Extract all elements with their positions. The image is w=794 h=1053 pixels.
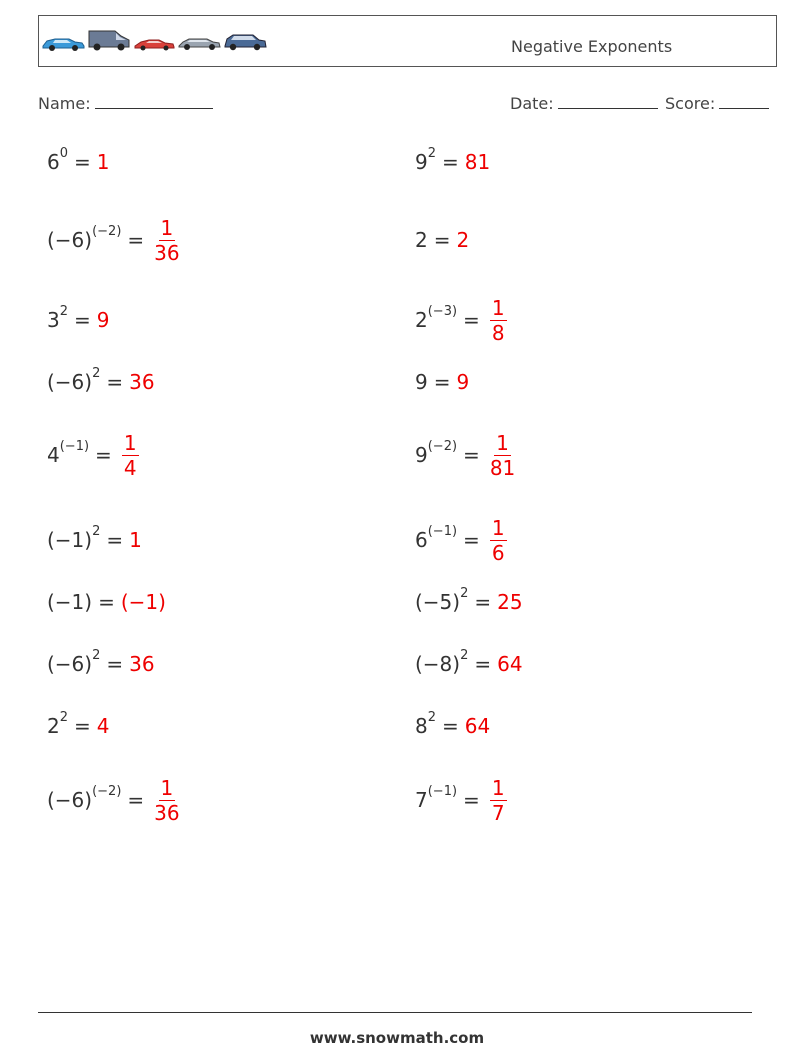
equals-sign: = — [442, 150, 459, 174]
name-label: Name: — [38, 94, 91, 113]
answer-value: 81 — [464, 150, 491, 174]
equals-sign: = — [106, 370, 124, 394]
answer-value: 2 — [456, 228, 470, 252]
problem-right-8 — [415, 647, 523, 678]
problem-right-1 — [415, 145, 491, 176]
problem-base: 9 — [415, 443, 428, 467]
fraction-numerator: 1 — [160, 215, 174, 240]
problem-base: (−1) — [47, 590, 93, 614]
problem-base: 2 — [415, 228, 428, 252]
fraction-denominator: 4 — [123, 455, 137, 480]
problem-base: 7 — [415, 788, 428, 812]
problem-base: 3 — [47, 308, 60, 332]
answer-value: 25 — [497, 590, 523, 614]
problem-left-8 — [47, 647, 155, 678]
problem-base: (−6) — [47, 370, 93, 394]
fraction-numerator: 1 — [496, 430, 509, 455]
car-icon — [177, 34, 221, 52]
score-label: Score: — [665, 94, 716, 113]
problem-exponent: 2 — [460, 585, 469, 601]
problem-right-3 — [415, 295, 507, 345]
problem-exponent: 2 — [427, 709, 437, 725]
problem-left-5 — [47, 430, 139, 480]
problem-base: 2 — [47, 714, 60, 738]
answer-value: 36 — [129, 652, 155, 676]
answer-value: 1 — [129, 528, 142, 552]
problem-base: (−6) — [47, 788, 93, 812]
problem-exponent: 2 — [427, 145, 437, 161]
date-blank — [558, 94, 658, 109]
fraction-denominator: 6 — [491, 540, 505, 565]
problem-base: (−5) — [415, 590, 461, 614]
problem-exponent: 2 — [92, 647, 101, 663]
problem-exponent: (−2) — [92, 223, 122, 239]
problem-exponent: (−2) — [427, 438, 458, 454]
equals-sign: = — [95, 443, 112, 467]
equals-sign: = — [106, 528, 124, 552]
problem-base: (−8) — [415, 652, 461, 676]
problem-base: (−6) — [47, 228, 93, 252]
problem-base: 2 — [415, 308, 428, 332]
problem-base: (−6) — [47, 652, 93, 676]
footer-divider — [38, 1012, 752, 1013]
worksheet-title: Negative Exponents — [511, 37, 673, 56]
car-banner — [41, 28, 267, 52]
suv-icon — [223, 32, 267, 52]
equals-sign: = — [474, 590, 492, 614]
fraction-denominator: 36 — [154, 800, 180, 825]
answer-fraction — [154, 775, 180, 825]
answer-value: 4 — [96, 714, 110, 738]
car-icon — [133, 36, 175, 52]
answer-fraction — [490, 295, 507, 345]
equals-sign: = — [463, 788, 480, 812]
date-label: Date: — [510, 94, 554, 113]
problem-base: 6 — [415, 528, 428, 552]
problem-base: 8 — [415, 714, 428, 738]
fraction-denominator: 7 — [491, 800, 505, 825]
problem-left-10 — [47, 775, 180, 825]
problem-right-7 — [415, 585, 523, 616]
problem-exponent: 0 — [59, 145, 69, 161]
equals-sign: = — [433, 370, 451, 394]
name-field — [38, 94, 213, 113]
problem-right-10 — [415, 775, 507, 825]
equals-sign: = — [74, 714, 91, 738]
header-box — [38, 15, 777, 67]
fraction-denominator: 81 — [489, 455, 516, 480]
problem-base: 4 — [47, 443, 60, 467]
van-icon — [87, 28, 131, 52]
problem-right-5 — [415, 430, 516, 480]
answer-value: 36 — [129, 370, 155, 394]
problem-exponent: (−1) — [427, 523, 458, 539]
answer-fraction — [490, 515, 507, 565]
problem-left-1 — [47, 145, 110, 176]
answer-fraction — [154, 215, 180, 265]
fraction-denominator: 36 — [154, 240, 180, 265]
answer-value: 9 — [96, 308, 110, 332]
equals-sign: = — [463, 443, 480, 467]
equals-sign: = — [127, 788, 145, 812]
problem-left-2 — [47, 215, 180, 265]
equals-sign: = — [127, 228, 145, 252]
equals-sign: = — [474, 652, 492, 676]
answer-fraction — [490, 775, 507, 825]
problem-right-2 — [415, 226, 469, 254]
fraction-numerator: 1 — [123, 430, 137, 455]
car-icon — [41, 34, 85, 52]
answer-value: 9 — [456, 370, 470, 394]
problem-left-3 — [47, 303, 110, 334]
name-blank — [95, 94, 213, 109]
answer-value: (−1) — [120, 590, 166, 614]
problem-left-7 — [47, 588, 166, 616]
date-field — [510, 94, 658, 113]
problem-base: (−1) — [47, 528, 93, 552]
problem-left-9 — [47, 709, 110, 740]
problem-exponent: (−3) — [427, 303, 458, 319]
equals-sign: = — [463, 528, 480, 552]
problem-right-4 — [415, 368, 469, 396]
problem-base: 6 — [47, 150, 60, 174]
fraction-denominator: 8 — [491, 320, 505, 345]
problem-base: 9 — [415, 150, 428, 174]
equals-sign: = — [74, 308, 91, 332]
problem-exponent: (−1) — [59, 438, 90, 454]
answer-fraction — [489, 430, 516, 480]
equals-sign: = — [98, 590, 115, 614]
footer-url: www.snowmath.com — [309, 1029, 485, 1047]
fraction-numerator: 1 — [491, 295, 505, 320]
answer-fraction — [122, 430, 139, 480]
answer-value: 64 — [464, 714, 491, 738]
fraction-numerator: 1 — [491, 515, 505, 540]
problem-right-6 — [415, 515, 507, 565]
equals-sign: = — [106, 652, 124, 676]
answer-value: 64 — [497, 652, 523, 676]
problem-left-6 — [47, 523, 142, 554]
fraction-numerator: 1 — [491, 775, 505, 800]
fraction-numerator: 1 — [160, 775, 174, 800]
problem-right-9 — [415, 709, 491, 740]
problem-exponent: (−2) — [92, 783, 122, 799]
answer-value: 1 — [96, 150, 110, 174]
problem-exponent: 2 — [460, 647, 469, 663]
problem-left-4 — [47, 365, 155, 396]
problem-base: 9 — [415, 370, 428, 394]
problem-exponent: (−1) — [427, 783, 458, 799]
equals-sign: = — [463, 308, 480, 332]
problem-exponent: 2 — [59, 709, 69, 725]
score-blank — [719, 94, 769, 109]
equals-sign: = — [442, 714, 459, 738]
problem-exponent: 2 — [92, 365, 101, 381]
score-field — [665, 94, 769, 113]
equals-sign: = — [433, 228, 451, 252]
problem-exponent: 2 — [92, 523, 101, 539]
equals-sign: = — [74, 150, 91, 174]
problem-exponent: 2 — [59, 303, 69, 319]
